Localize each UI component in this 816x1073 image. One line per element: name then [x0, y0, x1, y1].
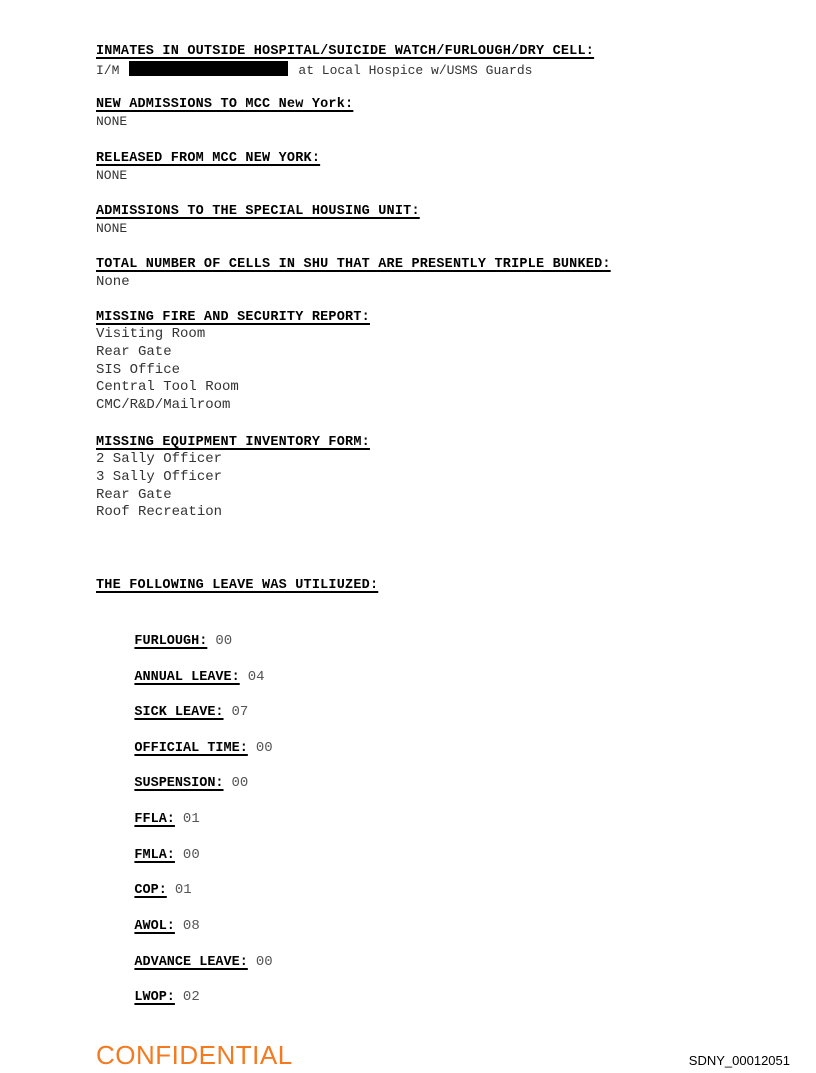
leave-label: AWOL:	[134, 919, 175, 934]
leave-label: FURLOUGH:	[134, 634, 208, 649]
leave-value: 02	[182, 989, 200, 1005]
leave-value: 00	[182, 847, 200, 863]
leave-value: 01	[174, 882, 192, 898]
leave-label: SICK LEAVE:	[134, 705, 224, 720]
list-item: 2 Sally Officer	[96, 451, 223, 467]
outside-hospital-heading: INMATES IN OUTSIDE HOSPITAL/SUICIDE WATCH/FURLOUGH/DRY CELL:	[96, 44, 595, 59]
list-item: CMC/R&D/Mailroom	[96, 397, 231, 414]
list-item: Roof Recreation	[96, 504, 223, 521]
missing-fire-security-section	[96, 310, 370, 415]
shu-admissions-value: NONE	[96, 221, 128, 236]
leave-value: 00	[231, 775, 249, 791]
triple-bunked-heading: TOTAL NUMBER OF CELLS IN SHU THAT ARE PRESENTLY TRIPLE BUNKED:	[96, 257, 611, 272]
missing-equipment-heading: MISSING EQUIPMENT INVENTORY FORM:	[96, 435, 370, 450]
leave-value: 01	[182, 811, 200, 827]
leave-value: 00	[255, 740, 273, 756]
triple-bunked-value: None	[96, 274, 130, 290]
released-section	[96, 151, 320, 183]
list-item: Central Tool Room	[96, 379, 239, 396]
list-item: Rear Gate	[96, 486, 172, 503]
leave-label: LWOP:	[134, 990, 175, 1005]
triple-bunked-section	[96, 257, 611, 292]
missing-fire-security-list	[96, 326, 370, 415]
leave-label: SUSPENSION:	[134, 776, 224, 791]
missing-equipment-list	[96, 451, 370, 522]
shu-admissions-section	[96, 204, 420, 236]
shu-admissions-heading: ADMISSIONS TO THE SPECIAL HOUSING UNIT:	[96, 204, 420, 219]
bates-number: SDNY_00012051	[688, 1053, 790, 1068]
leave-label: COP:	[134, 883, 167, 898]
list-item: Visiting Room	[96, 326, 206, 342]
leave-label: OFFICIAL TIME:	[134, 741, 248, 756]
leave-label: ADVANCE LEAVE:	[134, 955, 248, 970]
leave-value: 04	[247, 669, 265, 685]
outside-hospital-entry	[96, 61, 594, 78]
leave-label: FMLA:	[134, 848, 175, 863]
redaction-bar	[129, 61, 288, 76]
list-item: 3 Sally Officer	[96, 468, 223, 485]
leave-value: 00	[215, 633, 233, 649]
inmate-location: at Local Hospice w/USMS Guards	[298, 63, 533, 78]
inmate-prefix: I/M	[96, 63, 120, 78]
missing-equipment-section	[96, 435, 370, 522]
leave-value: 00	[255, 954, 273, 970]
released-value: NONE	[96, 168, 128, 183]
released-heading: RELEASED FROM MCC NEW YORK:	[96, 151, 321, 166]
new-admissions-section	[96, 97, 353, 129]
outside-hospital-section	[96, 44, 594, 78]
leave-section	[96, 578, 378, 594]
list-item: SIS Office	[96, 361, 181, 378]
leave-label: FFLA:	[134, 812, 175, 827]
list-item: Rear Gate	[96, 343, 172, 360]
leave-value: 07	[231, 704, 249, 720]
leave-row-lwop	[96, 969, 200, 1023]
leave-value: 08	[182, 918, 200, 934]
leave-heading: THE FOLLOWING LEAVE WAS UTILIUZED:	[96, 578, 379, 593]
new-admissions-heading: NEW ADMISSIONS TO MCC New York:	[96, 97, 354, 112]
missing-fire-security-heading: MISSING FIRE AND SECURITY REPORT:	[96, 310, 370, 325]
new-admissions-value: NONE	[96, 114, 128, 129]
confidential-stamp: CONFIDENTIAL	[96, 1040, 293, 1070]
leave-label: ANNUAL LEAVE:	[134, 670, 240, 685]
